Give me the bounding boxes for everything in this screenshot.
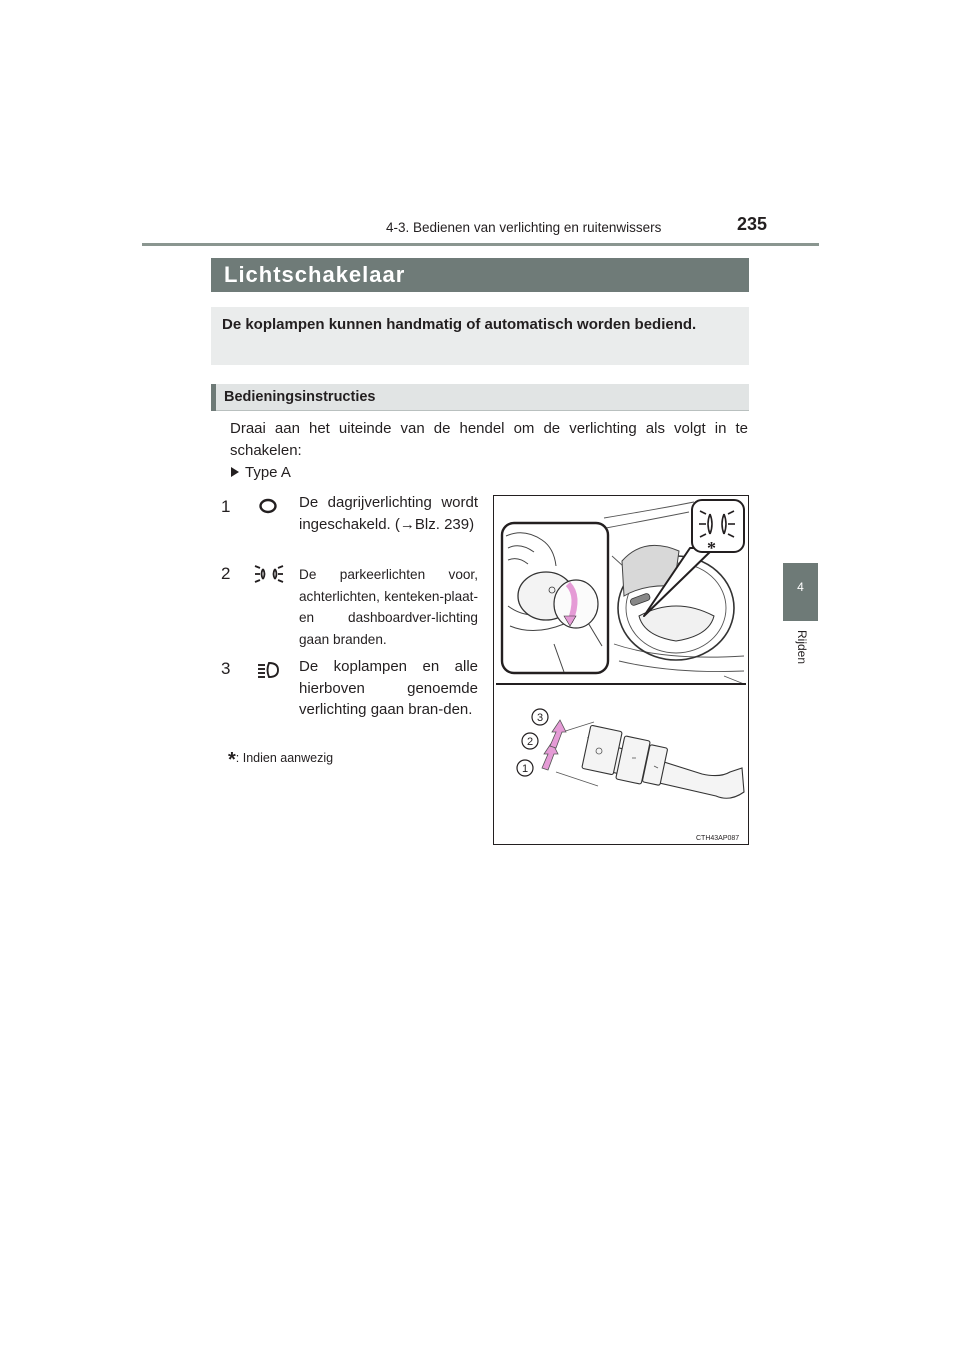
- headlight-icon: [255, 660, 281, 685]
- item-number: [221, 659, 230, 679]
- type-label: [230, 464, 291, 481]
- figure-asterisk: *: [707, 538, 716, 558]
- item-number: [221, 497, 230, 517]
- triangle-bullet-icon: [230, 466, 240, 478]
- item-text: De dagrijverlichting wordt ingeschakeld. (→Blz. 239): [299, 494, 478, 533]
- type-label-text: Type A: [245, 464, 291, 481]
- callout-3: 3: [536, 712, 544, 724]
- item-number-text: 1: [221, 497, 231, 516]
- item-number-text: 2: [221, 564, 231, 583]
- intro-text: De koplampen kunnen handmatig of automatisch worden bediend.: [222, 316, 697, 333]
- callout-2: 2: [526, 736, 534, 748]
- item-text: De koplampen en alle hierboven genoemde verlichting gaan bran-den.: [299, 658, 478, 718]
- footnote-marker: *: [228, 749, 236, 771]
- section-title: Lichtschakelaar: [224, 262, 406, 287]
- instruction-text: Draai aan het uiteinde van de hendel om de verlichting als volgt in te schakelen:: [230, 420, 748, 459]
- item-number-text: 3: [221, 659, 231, 678]
- header-section-title: 4-3. Bedienen van verlichting en ruitenwissers: [386, 220, 662, 235]
- footnote: [228, 749, 333, 772]
- chapter-label-wrap: [786, 630, 816, 670]
- daytime-running-light-icon: [258, 498, 278, 519]
- header-rule: [142, 243, 819, 246]
- chapter-number: 4: [797, 580, 804, 594]
- footnote-text: : Indien aanwezig: [235, 751, 334, 765]
- light-switch-illustration: [493, 495, 749, 845]
- item-number: [221, 564, 230, 584]
- subsection-title: Bedieningsinstructies: [224, 389, 376, 405]
- item-text: De parkeerlichten voor, achterlichten, kenteken-plaat- en dashboardver-lichting gaan branden.: [299, 567, 478, 647]
- subsection-accent: [211, 384, 216, 411]
- figure-caption: CTH43AP087: [696, 835, 740, 842]
- page-number: 235: [737, 214, 768, 234]
- chapter-label: Rijden: [795, 630, 809, 665]
- callout-1: 1: [521, 763, 529, 775]
- parking-light-icon: [254, 565, 284, 588]
